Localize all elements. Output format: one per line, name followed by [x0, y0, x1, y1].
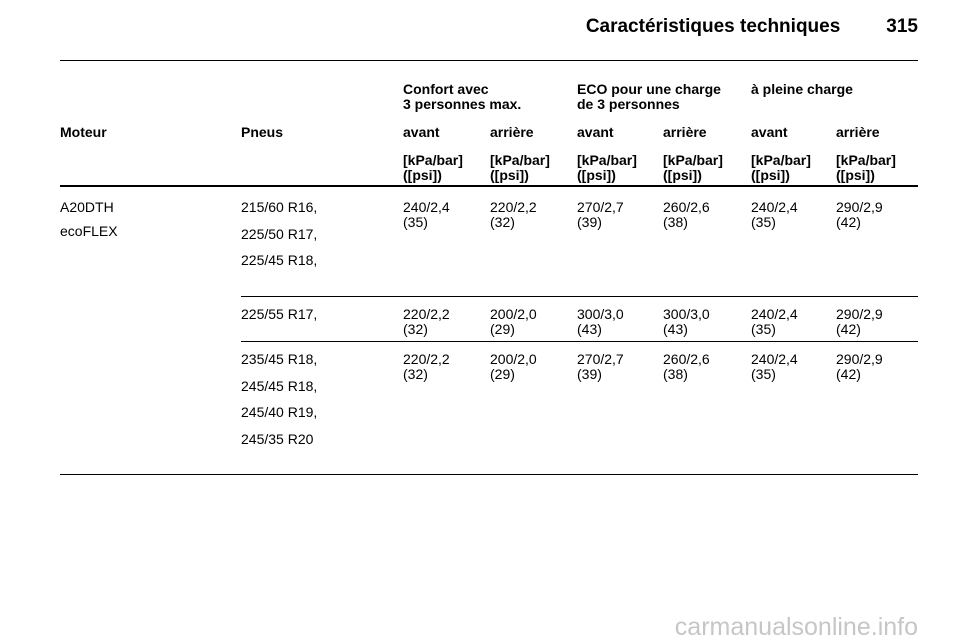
unit-header: [kPa/bar]	[836, 152, 896, 168]
tyre-size: 215/60 R16,	[241, 199, 318, 215]
pressure-value: 200/2,0	[490, 351, 537, 367]
pressure-psi: (38)	[663, 214, 688, 230]
watermark: carmanualsonline.info	[674, 613, 918, 641]
pressure-value: 300/3,0	[663, 306, 710, 322]
tyre-size: 245/35 R20	[241, 430, 314, 447]
pressure-psi: (32)	[403, 321, 428, 337]
page-number: 315	[886, 16, 918, 37]
pressure-value: 200/2,0	[490, 306, 537, 322]
pressure-psi: (35)	[751, 214, 776, 230]
column-header: Moteur	[60, 124, 107, 140]
pressure-psi: (35)	[403, 214, 428, 230]
unit-header: ([psi])	[836, 167, 875, 183]
pressure-psi: (42)	[836, 366, 861, 382]
unit-header: ([psi])	[663, 167, 702, 183]
pressure-value: 290/2,9	[836, 199, 883, 215]
column-header: Pneus	[241, 124, 284, 140]
unit-header: ([psi])	[751, 167, 790, 183]
pressure-value: 220/2,2	[490, 199, 537, 215]
column-header: avant	[751, 124, 788, 140]
tyre-size: 235/45 R18,	[241, 351, 318, 367]
page-header	[60, 16, 918, 46]
pressure-psi: (29)	[490, 321, 515, 337]
pressure-value: 240/2,4	[751, 199, 798, 215]
engine-label: ecoFLEX	[60, 223, 118, 239]
load-group-header: de 3 personnes	[577, 96, 680, 112]
pressure-value: 290/2,9	[836, 351, 883, 367]
unit-header: [kPa/bar]	[490, 152, 550, 168]
page-title: Caractéristiques techniques	[585, 16, 841, 37]
tyre-size: 245/45 R18,	[241, 377, 318, 394]
pressure-psi: (29)	[490, 366, 515, 382]
column-header: avant	[403, 124, 440, 140]
pressure-value: 220/2,2	[403, 306, 450, 322]
pressure-value: 220/2,2	[403, 351, 450, 367]
pressure-value: 260/2,6	[663, 351, 710, 367]
unit-header: ([psi])	[403, 167, 442, 183]
engine-label: A20DTH	[60, 199, 114, 215]
column-header: arrière	[663, 124, 707, 140]
pressure-psi: (42)	[836, 214, 861, 230]
header-rule	[60, 60, 918, 61]
unit-header: [kPa/bar]	[577, 152, 637, 168]
pressure-value: 300/3,0	[577, 306, 624, 322]
load-group-header: 3 personnes max.	[403, 96, 522, 112]
tyre-size: 225/50 R17,	[241, 225, 318, 242]
pressure-psi: (35)	[751, 366, 776, 382]
load-group-header: à pleine charge	[751, 81, 853, 97]
table-header-rule	[60, 185, 918, 187]
pressure-psi: (35)	[751, 321, 776, 337]
row-separator	[241, 341, 918, 342]
unit-header: [kPa/bar]	[663, 152, 723, 168]
column-header: arrière	[490, 124, 534, 140]
pressure-psi: (32)	[403, 366, 428, 382]
tyre-size: 225/55 R17,	[241, 306, 318, 322]
pressure-psi: (39)	[577, 366, 602, 382]
pressure-psi: (39)	[577, 214, 602, 230]
unit-header: [kPa/bar]	[403, 152, 463, 168]
pressure-value: 240/2,4	[403, 199, 450, 215]
pressure-value: 290/2,9	[836, 306, 883, 322]
pressure-value: 270/2,7	[577, 199, 624, 215]
pressure-psi: (43)	[577, 321, 602, 337]
pressure-value: 240/2,4	[751, 306, 798, 322]
pressure-value: 240/2,4	[751, 351, 798, 367]
unit-header: [kPa/bar]	[751, 152, 811, 168]
pressure-psi: (42)	[836, 321, 861, 337]
table-bottom-rule	[60, 474, 918, 475]
unit-header: ([psi])	[577, 167, 616, 183]
load-group-header: Confort avec	[403, 81, 489, 97]
column-header: avant	[577, 124, 614, 140]
pressure-value: 260/2,6	[663, 199, 710, 215]
pressure-psi: (38)	[663, 366, 688, 382]
tyre-size: 225/45 R18,	[241, 252, 318, 268]
pressure-value: 270/2,7	[577, 351, 624, 367]
column-header: arrière	[836, 124, 880, 140]
load-group-header: ECO pour une charge	[577, 81, 721, 97]
row-separator	[241, 296, 918, 297]
pressure-psi: (43)	[663, 321, 688, 337]
tyre-size: 245/40 R19,	[241, 404, 318, 420]
unit-header: ([psi])	[490, 167, 529, 183]
pressure-psi: (32)	[490, 214, 515, 230]
